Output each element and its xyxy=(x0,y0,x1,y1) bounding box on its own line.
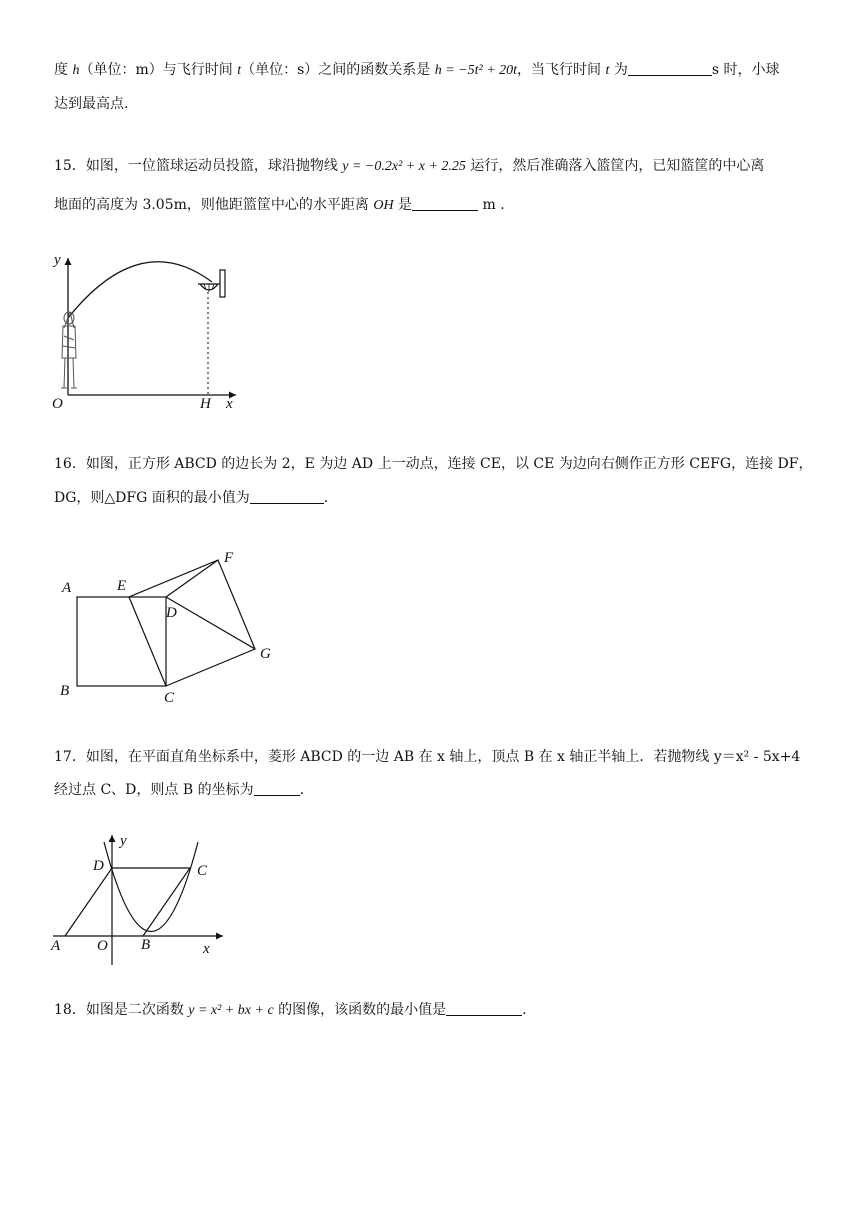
q15-player-icon xyxy=(61,312,77,388)
q17-label-a: A xyxy=(51,938,61,954)
q15-label-x: x xyxy=(226,396,233,412)
q17-label-c: C xyxy=(197,863,208,879)
q18-line-1 xyxy=(54,1000,527,1021)
q15-basketball-figure xyxy=(40,240,250,420)
q16-label-f: F xyxy=(224,550,234,566)
q14-answer-blank[interactable] xyxy=(628,61,712,76)
q14-text-d: ，当飞行时间 xyxy=(517,62,606,78)
q17-y-arrow-icon xyxy=(109,835,116,842)
q15-text-b2: 是 xyxy=(393,197,413,213)
q16-label-a: A xyxy=(62,580,72,596)
q14-text-b: （单位：m）与飞行时间 xyxy=(79,62,238,78)
q16-label-b: B xyxy=(60,683,70,699)
q16-label-e: E xyxy=(117,578,127,594)
q15-answer-blank[interactable] xyxy=(412,196,478,211)
q18-text-c: . xyxy=(522,1002,527,1018)
q17-label-x: x xyxy=(203,941,210,957)
q14-var-h: h xyxy=(72,63,80,78)
q14-line-1 xyxy=(54,60,779,81)
q17-label-y: y xyxy=(120,833,127,849)
q15-line-2 xyxy=(54,195,505,216)
q15-formula: y = −0.2x² + x + 2.25 xyxy=(342,159,466,174)
q15-text-a: 15．如图，一位篮球运动员投篮，球沿抛物线 xyxy=(54,158,343,174)
q15-text-a2: 地面的高度为 3.05m，则他距篮筐中心的水平距离 xyxy=(54,197,374,213)
q15-label-o: O xyxy=(52,396,63,412)
q15-line-1 xyxy=(54,156,764,177)
q15-y-arrow-icon xyxy=(65,258,72,265)
q14-text-c: （单位：s）之间的函数关系是 xyxy=(241,62,435,78)
q15-label-h: H xyxy=(200,396,211,412)
q17-text-b: . xyxy=(299,782,305,798)
q16-line-1: 16．如图，正方形 ABCD 的边长为 2，E 为边 AD 上一动点，连接 CE，以 CE 为边向右侧作正方形 CEFG，连接 DF， xyxy=(54,456,813,472)
q15-label-y: y xyxy=(54,252,61,268)
q16-square-abcd xyxy=(77,597,166,686)
q15-text-b: 运行，然后准确落入篮筐内，已知篮筐的中心离 xyxy=(465,158,765,174)
q17-line-2 xyxy=(54,780,304,800)
q18-formula: y = x² + bx + c xyxy=(188,1003,274,1018)
q15-var-oh: OH xyxy=(373,198,394,213)
q18-text-a: 18．如图是二次函数 xyxy=(54,1002,189,1018)
q15-basket-icon xyxy=(198,270,225,297)
q14-line-2: 达到最高点. xyxy=(54,96,129,112)
q17-rhombus-figure xyxy=(45,825,235,975)
q17-answer-blank[interactable] xyxy=(254,781,300,796)
q16-text-a: DG，则△DFG 面积的最小值为 xyxy=(54,490,250,506)
q15-ball-trajectory xyxy=(68,262,212,318)
q16-line-2 xyxy=(54,488,328,508)
q16-label-c: C xyxy=(164,690,175,706)
q14-var-t-2: t xyxy=(605,63,610,78)
q17-x-arrow-icon xyxy=(216,933,223,940)
q16-answer-blank[interactable] xyxy=(250,489,324,504)
q14-text-a: 度 xyxy=(54,62,73,78)
q17-label-o: O xyxy=(97,938,108,954)
q14-text-e: 为 xyxy=(609,62,628,78)
q17-label-d: D xyxy=(93,858,104,874)
q16-square-figure xyxy=(50,540,290,710)
q17-rhombus xyxy=(65,868,190,936)
q15-text-c2: m . xyxy=(478,197,505,213)
q18-answer-blank[interactable] xyxy=(446,1001,522,1016)
q14-formula: h = −5t² + 20t xyxy=(434,63,518,78)
q16-text-b: . xyxy=(323,490,329,506)
q16-label-g: G xyxy=(260,646,271,662)
q17-line-1: 17．如图，在平面直角坐标系中，菱形 ABCD 的一边 AB 在 x 轴上，顶点 B 在 x 轴正半轴上．若抛物线 y＝x² - 5x+4 xyxy=(54,749,801,765)
q17-label-b: B xyxy=(141,937,151,953)
q16-label-d: D xyxy=(166,605,177,621)
q17-parabola xyxy=(104,842,198,932)
q16-segment-dg xyxy=(166,597,255,649)
q17-text-a: 经过点 C、D，则点 B 的坐标为 xyxy=(54,782,254,798)
q14-text-f: s 时，小球 xyxy=(711,62,780,78)
q14-var-t: t xyxy=(237,63,242,78)
q18-text-b: 的图像，该函数的最小值是 xyxy=(273,1002,447,1018)
